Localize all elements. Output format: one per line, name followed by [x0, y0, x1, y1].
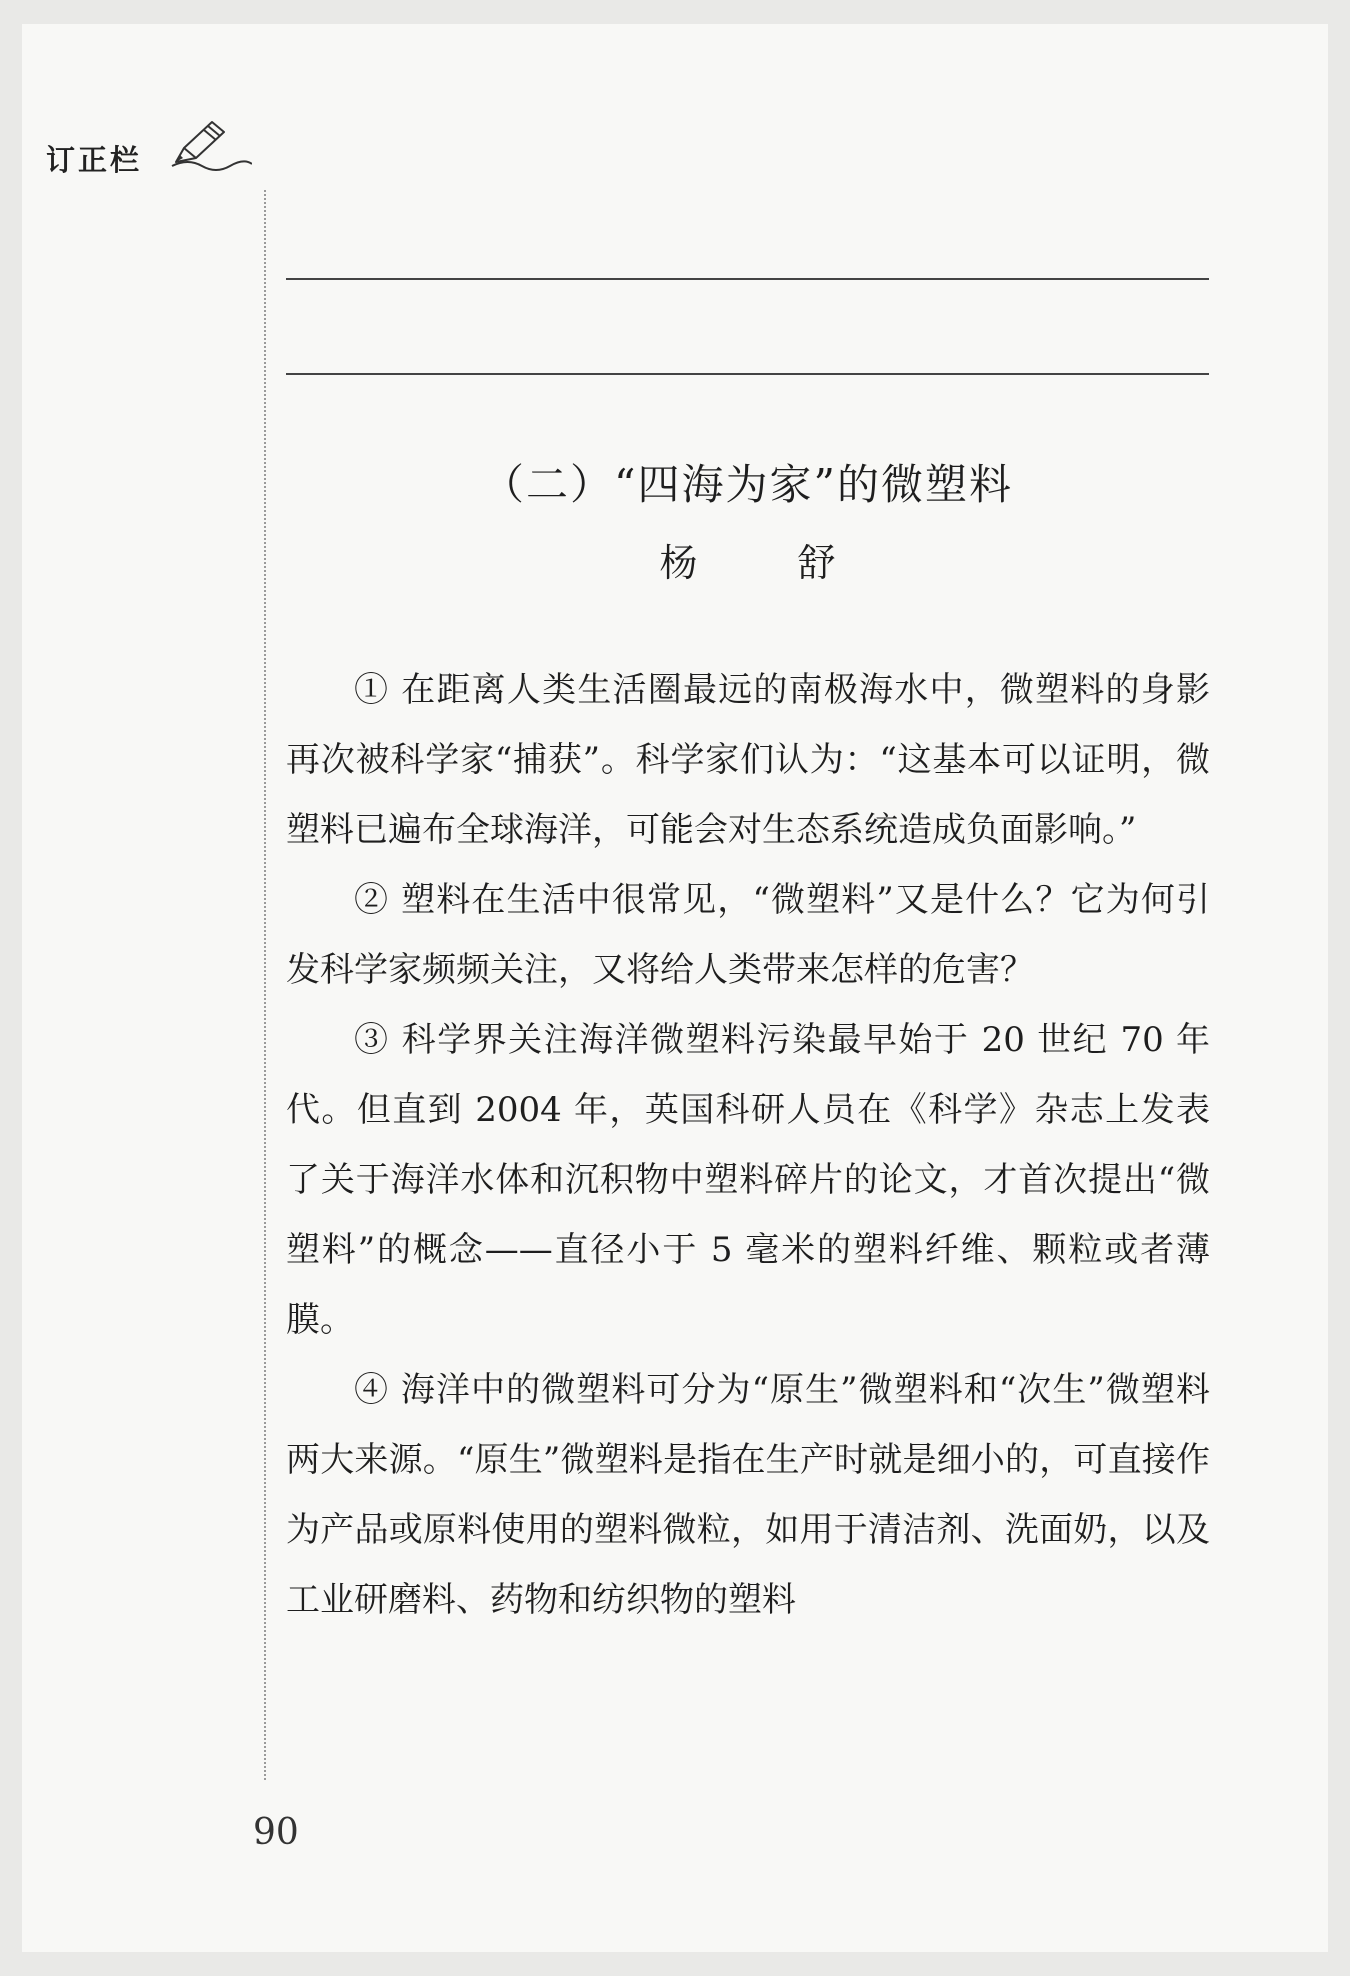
article-title: （二）“四海为家”的微塑料 — [482, 460, 1013, 509]
page-number: 90 — [253, 1812, 299, 1853]
paragraph-1: ① 在距离人类生活圈最远的南极海水中，微塑料的身影再次被科学家“捕获”。科学家们认为：“这基本可以证明，微塑料已遍布全球海洋，可能会对生态系统造成负面影响。” — [286, 670, 1210, 850]
paragraph-2: ② 塑料在生活中很常见，“微塑料”又是什么？它为何引发科学家频频关注，又将给人类带来怎样的危害？ — [286, 880, 1210, 990]
pencil-icon — [168, 118, 252, 174]
answer-line — [286, 278, 1209, 280]
paragraph-3: ③ 科学界关注海洋微塑料污染最早始于 20 世纪 70 年代。但直到 2004 年，英国科研人员在《科学》杂志上发表了关于海洋水体和沉积物中塑料碎片的论文，才首次提出“微塑料”的概念——直径小于 5 毫米的塑料纤维、颗粒或者薄膜。 — [286, 1020, 1210, 1340]
article-author: 杨 舒 — [659, 541, 880, 585]
correction-column-divider — [264, 190, 266, 1780]
article-body — [286, 655, 1210, 1635]
correction-column-label: 订正栏 — [46, 143, 143, 177]
paragraph-4: ④ 海洋中的微塑料可分为“原生”微塑料和“次生”微塑料两大来源。“原生”微塑料是指在生产时就是细小的，可直接作为产品或原料使用的塑料微粒，如用于清洁剂、洗面奶，以及工业研磨料、药物和纺织物的塑料 — [286, 1370, 1210, 1620]
answer-line — [286, 373, 1209, 375]
